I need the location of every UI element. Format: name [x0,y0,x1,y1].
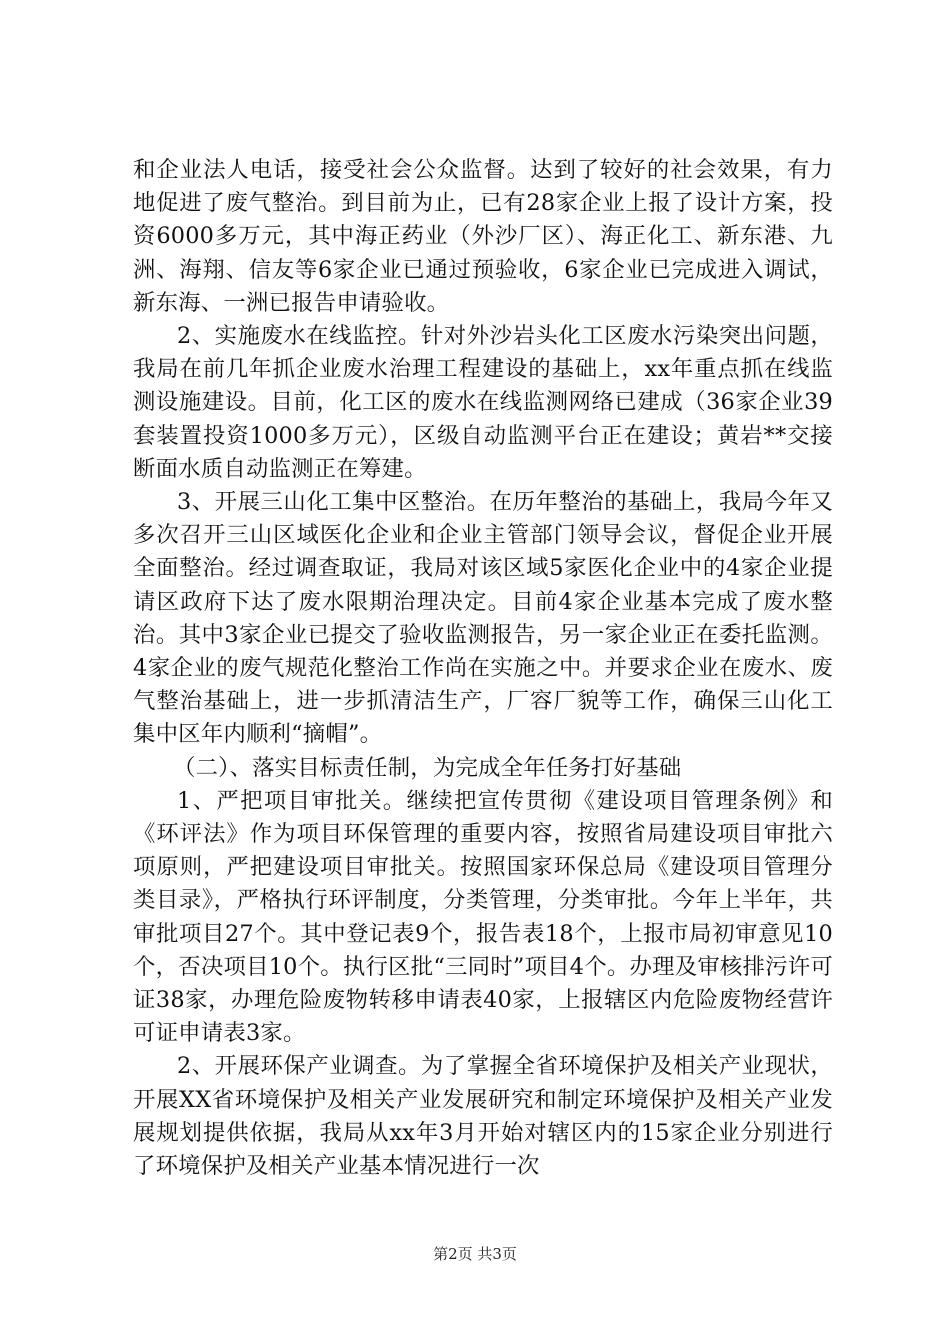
paragraph-sanshan-remediation: 3、开展三山化工集中区整治。在历年整治的基础上，我局今年又多次召开三山区域医化企业和企业主管部门领导会议，督促企业开展全面整治。经过调查取证，我局对该区域5家医化企业中的4家企业提请区政府下达了废水限期治理决定。目前4家企业基本完成了废水整治。其中3家企业已提交了验收监测报告，另一家企业正在委托监测。4家企业的废气规范化整治工作尚在实施之中。并要求企业在废水、废气整治基础上，进一步抓清洁生产，厂容厂貌等工作，确保三山化工集中区年内顺利“摘帽”。 [133,489,833,748]
paragraph-project-approval: 1、严把项目审批关。继续把宣传贯彻《建设项目管理条例》和《环评法》作为项目环保管理的重要内容，按照省局建设项目审批六项原则，严把建设项目审批关。按照国家环保总局《建设项目管理分类目录》，严格执行环评制度，分类管理，分类审批。今年上半年，共审批项目27个。其中登记表9个，报告表18个，上报市局初审意见10个，否决项目10个。执行区批“三同时”项目4个。办理及审核排污许可证38家，办理危险废物转移申请表40家，上报辖区内危险废物经营许可证申请表3家。 [133,787,833,1047]
page-footer: 第2页 共3页 [433,1245,517,1263]
document-body [133,154,833,1183]
section-heading: （二）、落实目标责任制，为完成全年任务打好基础 [173,754,682,781]
paragraph-continuation: 和企业法人电话，接受社会公众监督。达到了较好的社会效果，有力地促进了废气整治。到目前为止，已有28家企业上报了设计方案，投资6000多万元，其中海正药业（外沙厂区）、海正化工、新东港、九洲、海翔、信友等6家企业已通过预验收，6家企业已完成进入调试，新东海、一洲已报告申请验收。 [133,157,833,316]
paragraph-industry-survey: 2、开展环保产业调查。为了掌握全省环境保护及相关产业现状，开展XX省环境保护及相关产业发展研究和制定环境保护及相关产业发展规划提供依据，我局从xx年3月开始对辖区内的15家企业分别进行了环境保护及相关产业基本情况进行一次 [133,1053,833,1180]
paragraph-wastewater-monitoring: 2、实施废水在线监控。针对外沙岩头化工区废水污染突出问题，我局在前几年抓企业废水治理工程建设的基础上，xx年重点抓在线监测设施建设。目前，化工区的废水在线监测网络已建成（36家企业39套装置投资1000多万元），区级自动监测平台正在建设；黄岩**交接断面水质自动监测正在筹建。 [133,323,833,482]
